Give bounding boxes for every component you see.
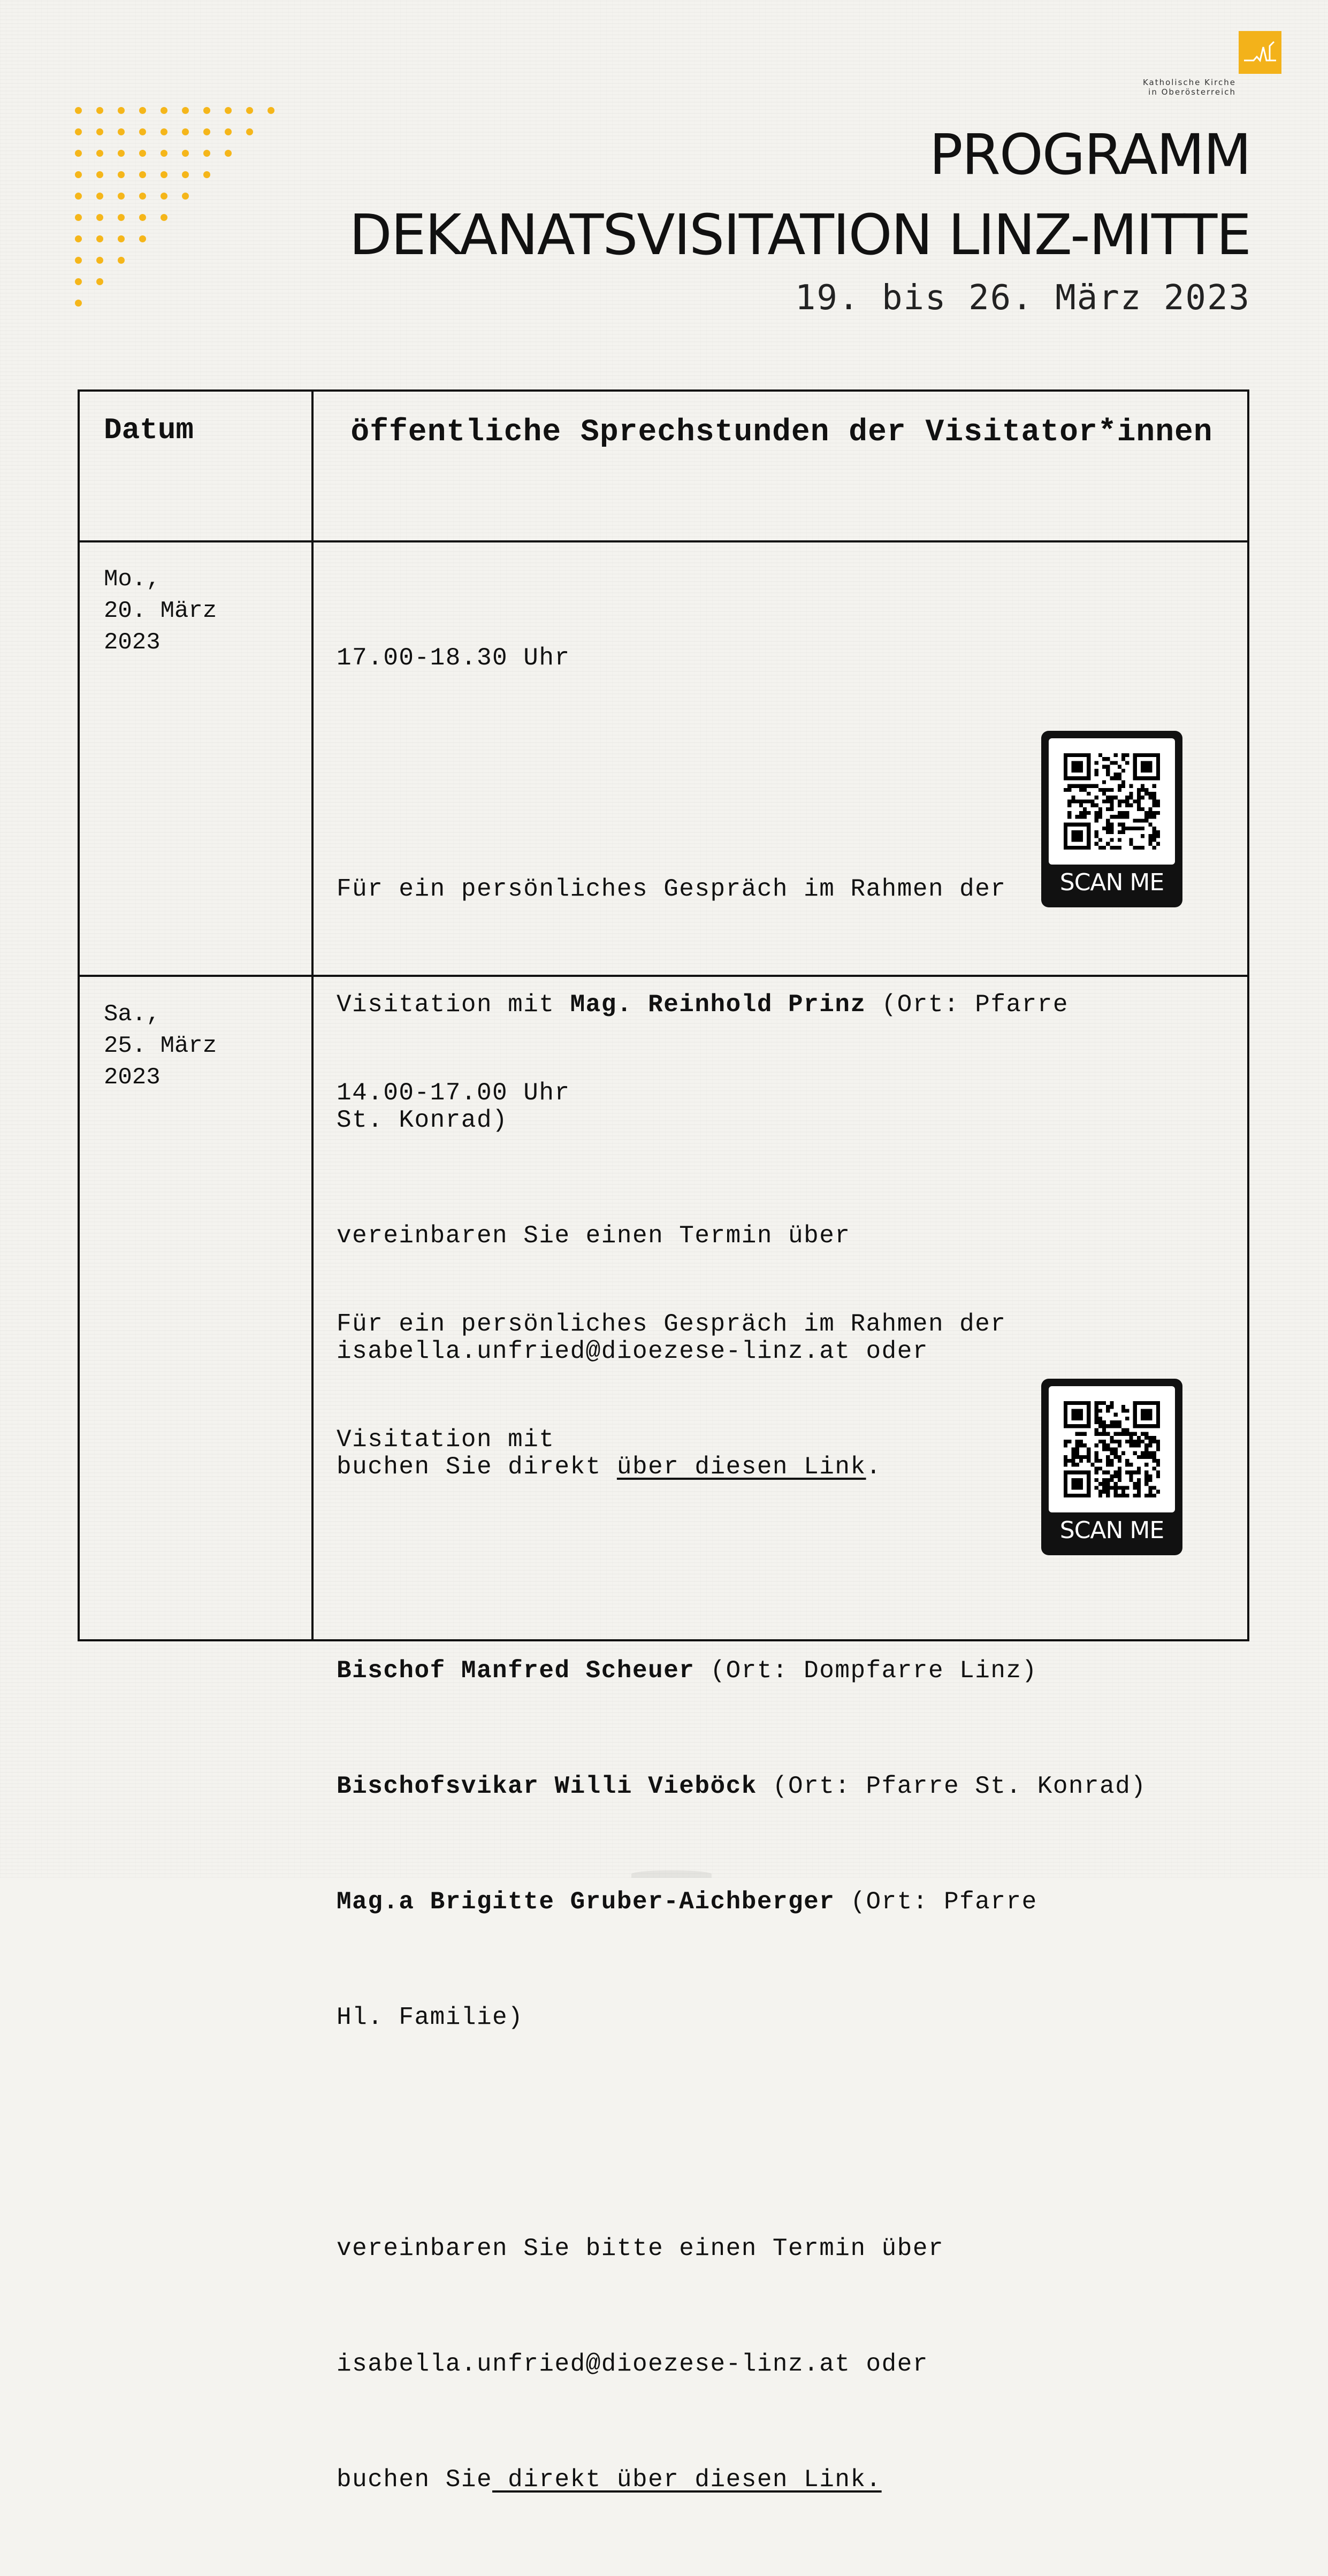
decor-dot bbox=[203, 128, 210, 135]
row-2-person-2-place: (Ort: Pfarre St. Konrad) bbox=[757, 1772, 1147, 1800]
dot-triangle-decoration bbox=[75, 107, 278, 310]
decor-dot bbox=[75, 107, 82, 114]
decor-dot bbox=[182, 171, 189, 178]
decor-dot bbox=[75, 257, 82, 264]
decor-dot bbox=[96, 128, 103, 135]
row-1-weekday: Mo., bbox=[104, 566, 161, 593]
row-1-qr-code[interactable] bbox=[1041, 731, 1182, 907]
row-1-time: 17.00-18.30 Uhr bbox=[337, 644, 570, 672]
decor-dot bbox=[161, 214, 167, 221]
decor-dot bbox=[75, 128, 82, 135]
row-1-year: 2023 bbox=[104, 629, 161, 656]
schedule-table bbox=[78, 389, 1249, 2494]
decor-dot bbox=[139, 107, 146, 114]
decor-dot bbox=[268, 107, 274, 114]
decor-dot bbox=[161, 171, 167, 178]
decor-dot bbox=[96, 257, 103, 264]
date-range: 19. bis 26. März 2023 bbox=[795, 278, 1250, 318]
row-2-person-2 bbox=[337, 1767, 1241, 1806]
decor-dot bbox=[246, 107, 253, 114]
row-2-person-2-name: Bischofsvikar Willi Vieböck bbox=[337, 1772, 757, 1800]
row-1-text-2b: (Ort: Pfarre bbox=[866, 991, 1068, 1019]
qr-code-icon bbox=[1049, 1386, 1175, 1512]
row-1-visitor-name: Mag. Reinhold Prinz bbox=[570, 991, 866, 1019]
row-1-text-2a: Visitation mit bbox=[337, 991, 570, 1019]
decor-dot bbox=[139, 150, 146, 157]
row-2-year: 2023 bbox=[104, 1064, 161, 1091]
decor-dot bbox=[118, 214, 125, 221]
row-1-text-6b: . bbox=[866, 1453, 882, 1481]
row-1-text-3: St. Konrad) bbox=[337, 1106, 508, 1134]
row-2-booking-link[interactable]: direkt über diesen Link. bbox=[492, 2466, 882, 2494]
decor-dot bbox=[139, 193, 146, 200]
decor-dot bbox=[203, 171, 210, 178]
decor-dot bbox=[75, 150, 82, 157]
row-2-person-3-place: (Ort: Pfarre bbox=[835, 1888, 1037, 1916]
decor-dot bbox=[225, 107, 232, 114]
decor-dot bbox=[139, 214, 146, 221]
decor-dot bbox=[118, 171, 125, 178]
decor-dot bbox=[96, 107, 103, 114]
decor-dot bbox=[96, 278, 103, 285]
row-1-text-4: vereinbaren Sie einen Termin über bbox=[337, 1222, 851, 1250]
row-2-person-3-place-cont: Hl. Familie) bbox=[337, 2004, 524, 2031]
decor-dot bbox=[225, 150, 232, 157]
diocese-logo bbox=[1108, 27, 1241, 102]
row-1-text-1: Für ein persönliches Gespräch im Rahmen der bbox=[337, 875, 1006, 903]
decor-dot bbox=[75, 193, 82, 200]
row-2-text-2: Visitation mit bbox=[337, 1426, 555, 1454]
decor-dot bbox=[96, 214, 103, 221]
decor-dot bbox=[225, 128, 232, 135]
row-1-date bbox=[104, 564, 217, 659]
decor-dot bbox=[118, 107, 125, 114]
row-2-person-1-place: (Ort: Dompfarre Linz) bbox=[694, 1657, 1037, 1685]
decor-dot bbox=[75, 300, 82, 307]
logo-text bbox=[1108, 78, 1236, 97]
decor-dot bbox=[75, 214, 82, 221]
row-2-person-3 bbox=[337, 1883, 1241, 1921]
row-2-qr-code[interactable] bbox=[1041, 1379, 1182, 1555]
row-2-text-6a: buchen Sie bbox=[337, 2466, 493, 2494]
decor-dot bbox=[96, 235, 103, 242]
decor-dot bbox=[182, 150, 189, 157]
page-title-line-1: PROGRAMM bbox=[929, 122, 1250, 187]
decor-dot bbox=[182, 128, 189, 135]
row-2-day-month: 25. März bbox=[104, 1033, 217, 1059]
decor-dot bbox=[203, 107, 210, 114]
decor-dot bbox=[118, 257, 125, 264]
decor-dot bbox=[139, 128, 146, 135]
decor-dot bbox=[203, 150, 210, 157]
logo-mark-icon bbox=[1239, 31, 1281, 74]
decor-dot bbox=[118, 128, 125, 135]
logo-line-2: in Oberösterreich bbox=[1148, 87, 1236, 97]
logo-line-1: Katholische Kirche bbox=[1142, 78, 1236, 87]
page-title-line-2: DEKANATSVISITATION LINZ-MITTE bbox=[349, 202, 1250, 267]
decor-dot bbox=[118, 193, 125, 200]
decor-dot bbox=[161, 150, 167, 157]
decor-dot bbox=[161, 107, 167, 114]
row-2-person-3-name: Mag.a Brigitte Gruber-Aichberger bbox=[337, 1888, 835, 1916]
row-1-booking-link[interactable]: über diesen Link bbox=[616, 1453, 866, 1481]
row-2-text-6 bbox=[337, 2460, 1241, 2499]
column-divider bbox=[311, 392, 314, 1639]
decor-dot bbox=[118, 150, 125, 157]
row-2-text-4: vereinbaren Sie bitte einen Termin über bbox=[337, 2235, 944, 2262]
row-2-date bbox=[104, 999, 217, 1094]
decor-dot bbox=[182, 193, 189, 200]
header-row-divider bbox=[80, 540, 1247, 542]
row-1-email: isabella.unfried@dioezese-linz.at oder bbox=[337, 1337, 928, 1365]
row-1-day-month: 20. März bbox=[104, 598, 217, 624]
row-2-time: 14.00-17.00 Uhr bbox=[337, 1079, 570, 1107]
row-2-details bbox=[337, 997, 1241, 2576]
qr-code-icon bbox=[1049, 738, 1175, 865]
decor-dot bbox=[75, 235, 82, 242]
column-header-sessions: öffentliche Sprechstunden der Visitator*innen bbox=[350, 415, 1213, 450]
row-1-qr-label: SCAN ME bbox=[1059, 869, 1164, 896]
decor-dot bbox=[182, 107, 189, 114]
decor-dot bbox=[161, 128, 167, 135]
row-2-person-1 bbox=[337, 1652, 1241, 1690]
decor-dot bbox=[139, 171, 146, 178]
decor-dot bbox=[96, 193, 103, 200]
column-header-date: Datum bbox=[104, 413, 194, 447]
decor-dot bbox=[75, 171, 82, 178]
decor-dot bbox=[246, 128, 253, 135]
paper-edge-mark bbox=[631, 1870, 712, 1878]
decor-dot bbox=[161, 193, 167, 200]
row-2-qr-label: SCAN ME bbox=[1059, 1517, 1164, 1544]
decor-dot bbox=[96, 150, 103, 157]
decor-dot bbox=[96, 171, 103, 178]
row-1-text-6a: buchen Sie direkt bbox=[337, 1453, 617, 1481]
decor-dot bbox=[118, 235, 125, 242]
row-2-email: isabella.unfried@dioezese-linz.at oder bbox=[337, 2350, 928, 2378]
decor-dot bbox=[75, 278, 82, 285]
row-2-person-1-name: Bischof Manfred Scheuer bbox=[337, 1657, 695, 1685]
row-2-weekday: Sa., bbox=[104, 1001, 161, 1028]
decor-dot bbox=[139, 235, 146, 242]
row-2-text-1: Für ein persönliches Gespräch im Rahmen der bbox=[337, 1310, 1006, 1338]
